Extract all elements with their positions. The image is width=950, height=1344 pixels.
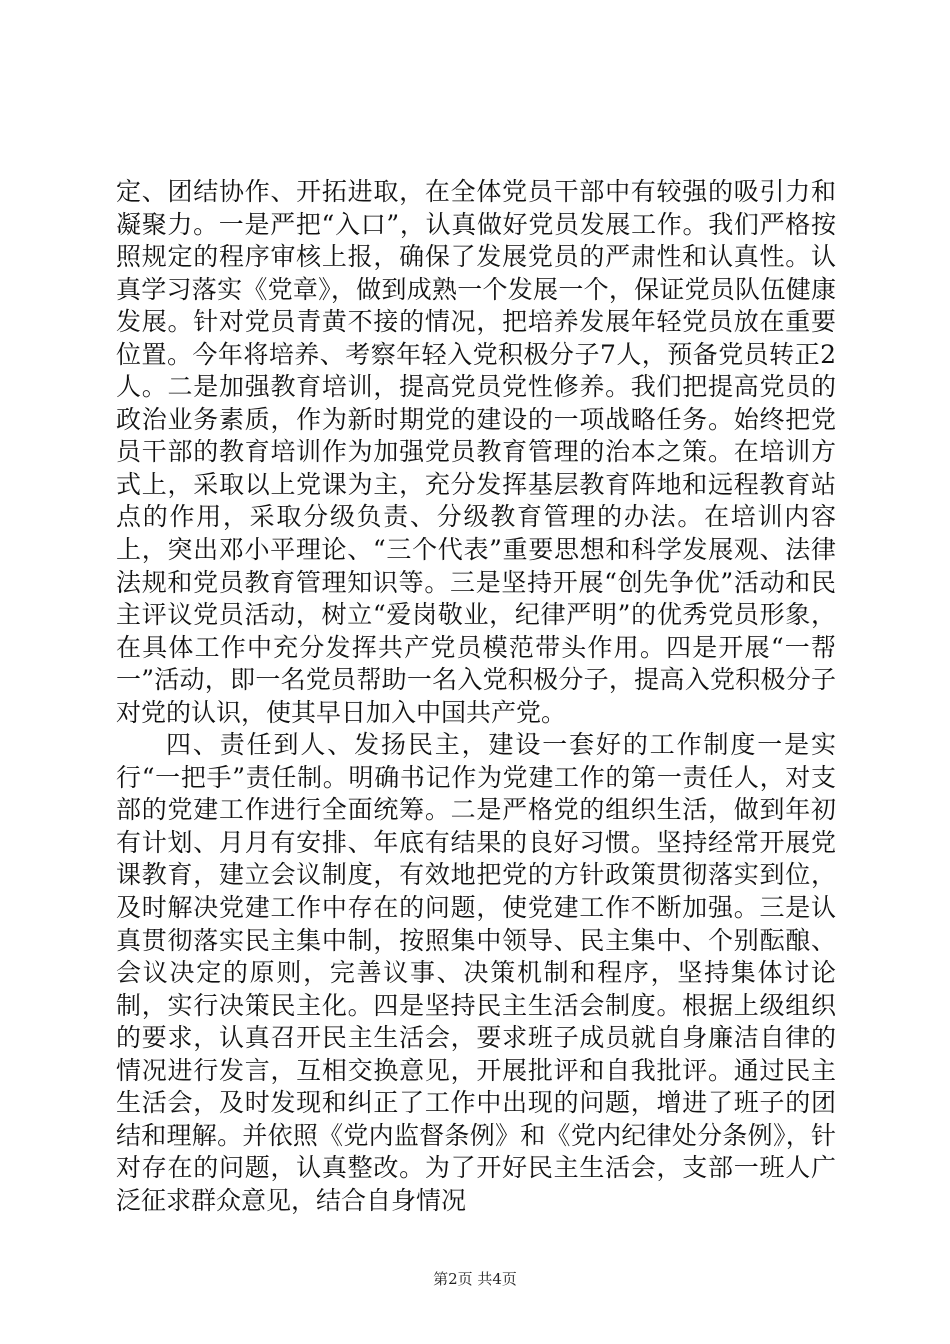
page-number-label: 第2页 共4页 xyxy=(433,1270,517,1288)
paragraph-continuation: 定、团结协作、开拓进取，在全体党员干部中有较强的吸引力和凝聚力。一是严把“入口”，认真做好党员发展工作。我们严格按照规定的程序审核上报，确保了发展党员的严肃性和认真性。认真学习落实《党章》，做到成熟一个发展一个，保证党员队伍健康发展。针对党员青黄不接的情况，把培养发展年轻党员放在重要位置。今年将培养、考察年轻入党积极分子7人，预备党员转正2人。二是加强教育培训，提高党员党性修养。我们把提高党员的政治业务素质，作为新时期党的建设的一项战略任务。始终把党员干部的教育培训作为加强党员教育管理的治本之策。在培训方式上，采取以上党课为主，充分发挥基层教育阵地和远程教育站点的作用，采取分级负责、分级教育管理的办法。在培训内容上，突出邓小平理论、“三个代表”重要思想和科学发展观、法律法规和党员教育管理知识等。三是坚持开展“创先争优”活动和民主评议党员活动，树立“爱岗敬业，纪律严明”的优秀党员形象，在具体工作中充分发挥共产党员模范带头作用。四是开展“一帮一”活动，即一名党员帮助一名入党积极分子，提高入党积极分子对党的认识，使其早日加入中国共产党。 xyxy=(116,177,836,727)
paragraph-section-four: 四、责任到人、发扬民主，建设一套好的工作制度一是实行“一把手”责任制。明确书记作为党建工作的第一责任人，对支部的党建工作进行全面统筹。二是严格党的组织生活，做到年初有计划、月月有安排、年底有结果的良好习惯。坚持经常开展党课教育，建立会议制度，有效地把党的方针政策贯彻落实到位，及时解决党建工作中存在的问题，使党建工作不断加强。三是认真贯彻落实民主集中制，按照集中领导、民主集中、个别酝酿、会议决定的原则，完善议事、决策机制和程序，坚持集体讨论制，实行决策民主化。四是坚持民主生活会制度。根据上级组织的要求，认真召开民主生活会，要求班子成员就自身廉洁自律的情况进行发言，互相交换意见，开展批评和自我批评。通过民主生活会，及时发现和纠正了工作中出现的问题，增进了班子的团结和理解。并依照《党内监督条例》和《党内纪律处分条例》，针对存在的问题，认真整改。为了开好民主生活会，支部一班人广泛征求群众意见，结合自身情况 xyxy=(116,730,836,1215)
document-body xyxy=(116,176,836,1218)
page-footer xyxy=(0,1268,950,1289)
